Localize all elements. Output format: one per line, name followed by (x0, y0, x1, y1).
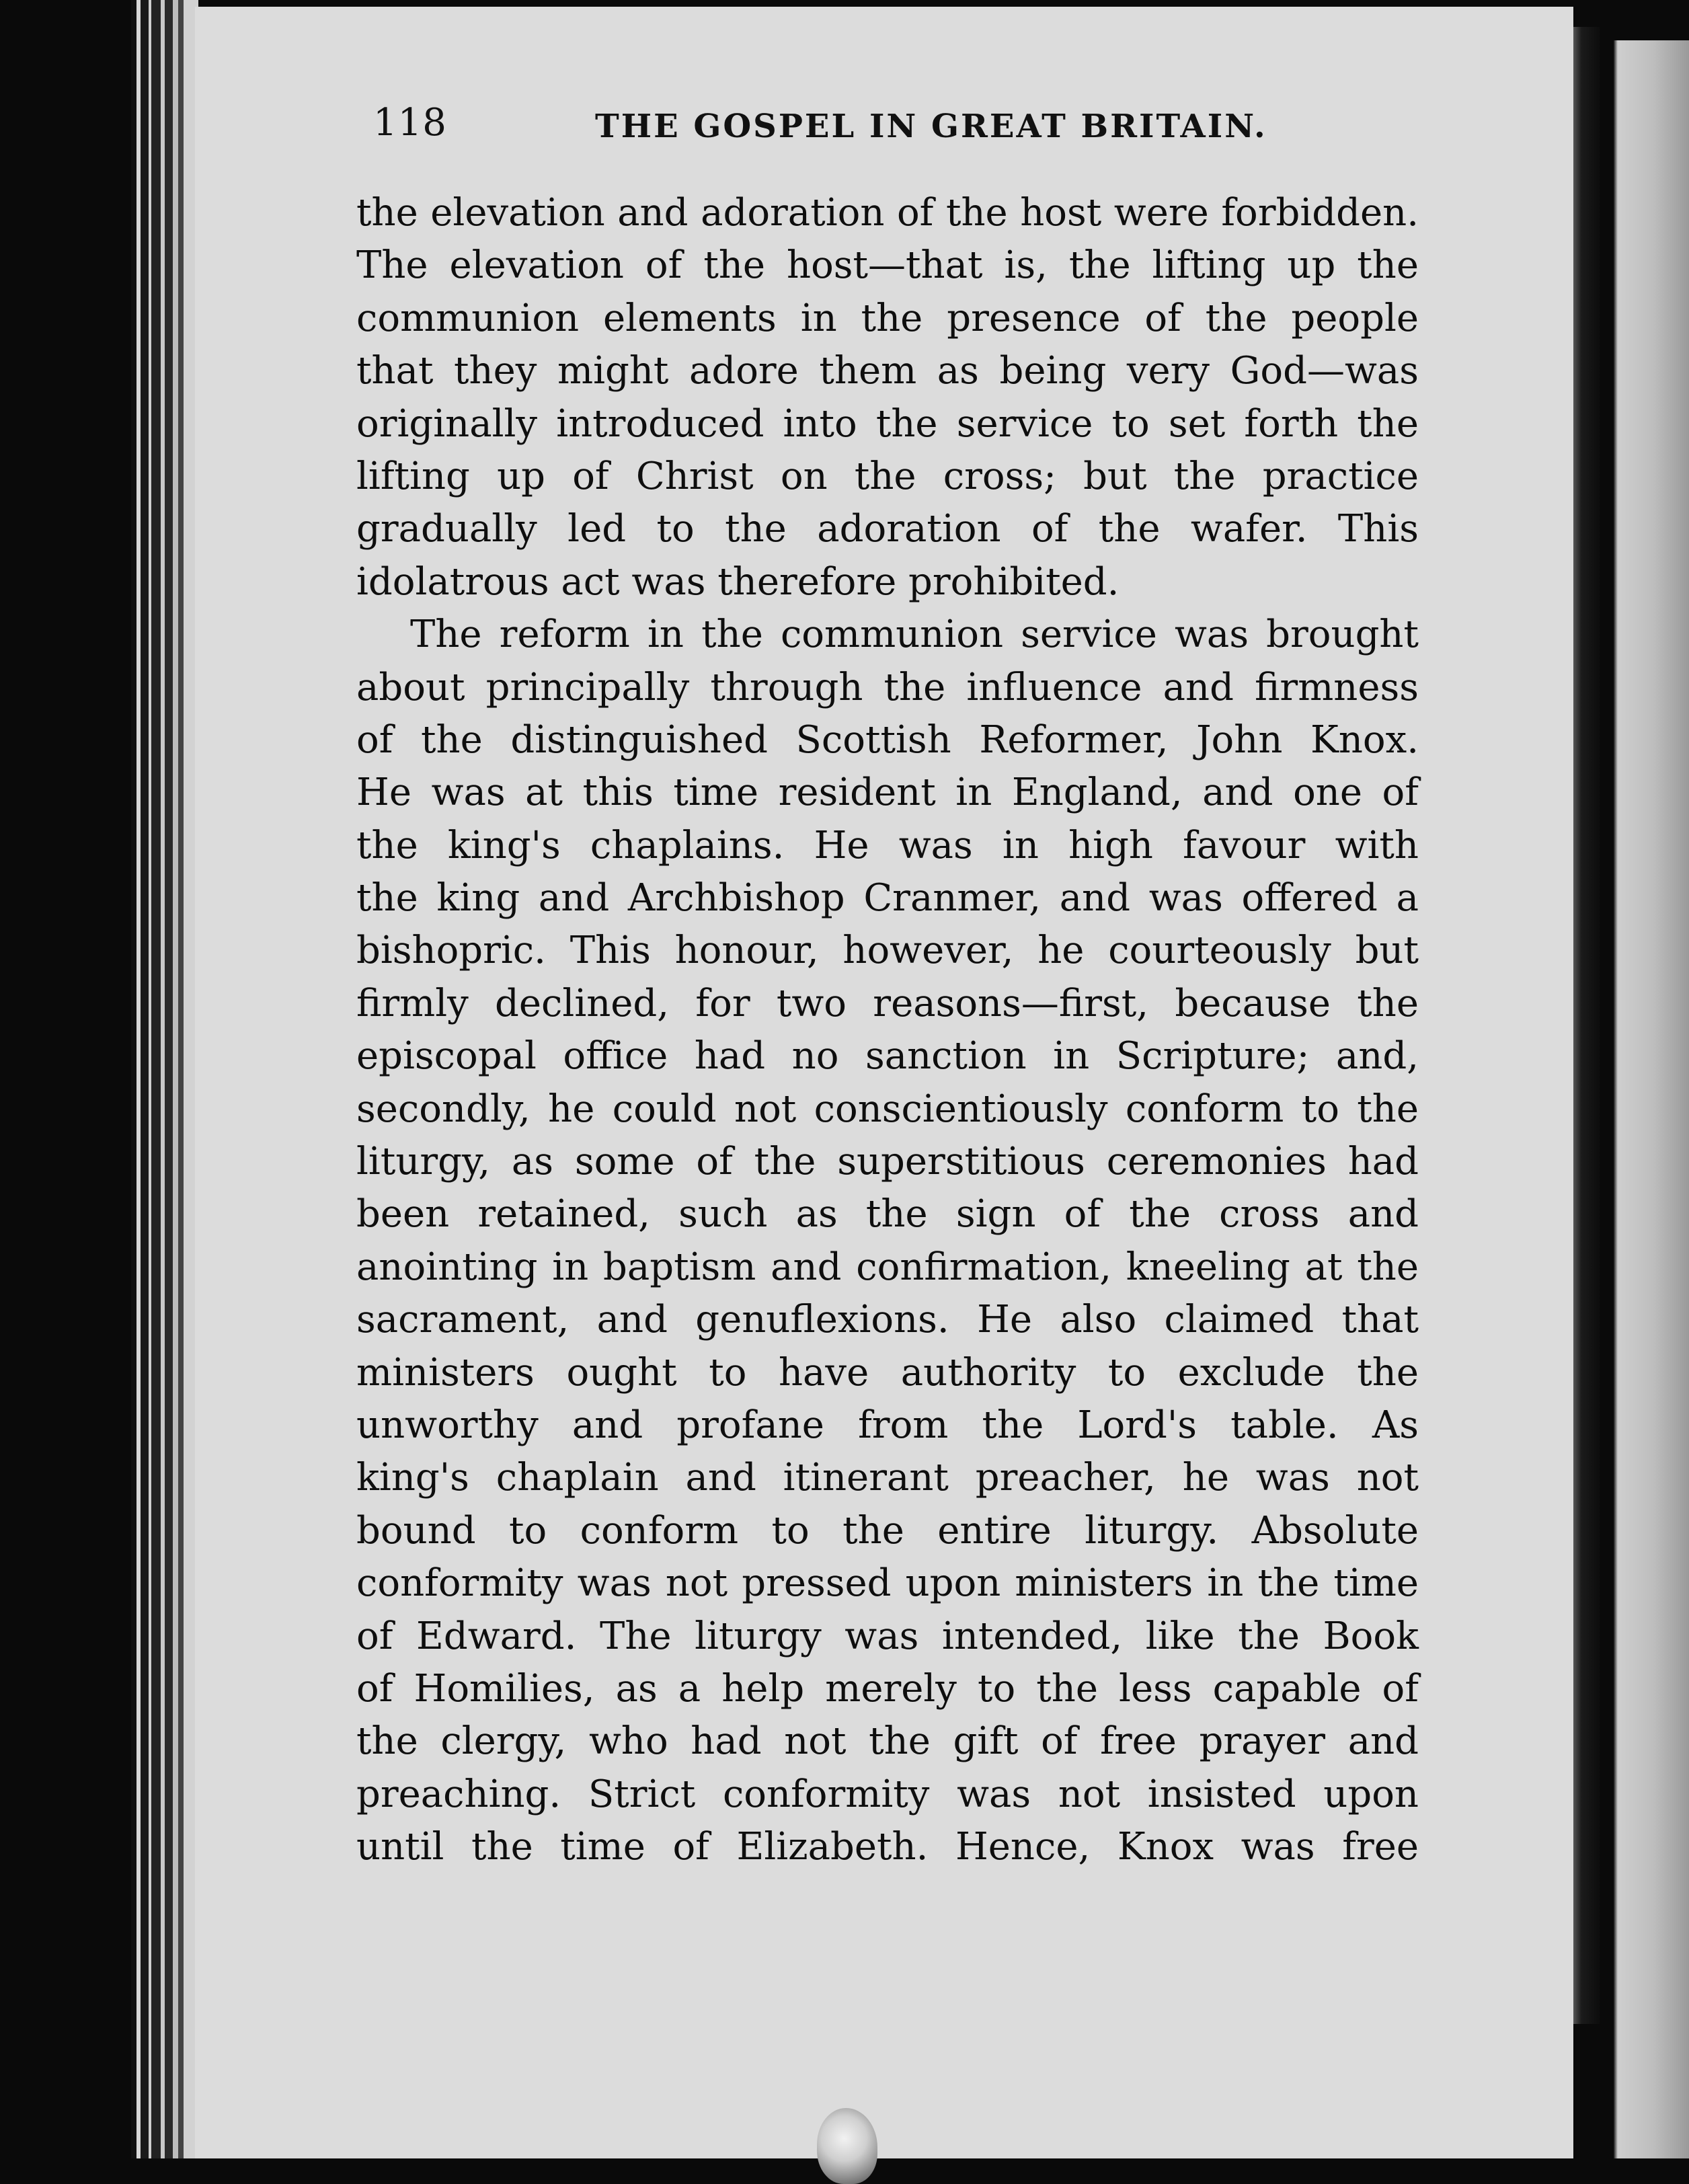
text-line: been retained, such as the sign of the cross and (356, 1192, 1419, 1237)
text-line: of the distinguished Scottish Reformer, John Knox. (356, 717, 1419, 762)
text-line: the king's chaplains. He was in high favour with (356, 823, 1419, 867)
text-line: preaching. Strict conformity was not insisted upon (356, 1772, 1419, 1816)
text-line: bishopric. This honour, however, he courteously but (356, 929, 1419, 973)
paragraph-first-line: The reform in the communion service was brought (410, 613, 1419, 657)
scan-artifact (817, 2108, 877, 2184)
text-line: The elevation of the host—that is, the lifting up the (356, 243, 1419, 288)
text-line: ministers ought to have authority to exclude the (356, 1350, 1419, 1395)
page-header (373, 94, 1409, 161)
text-line: communion elements in the presence of the people (356, 296, 1419, 340)
text-line: episcopal office had no sanction in Scripture; and, (356, 1034, 1419, 1079)
text-line: gradually led to the adoration of the wafer. This (356, 507, 1419, 551)
text-line: sacrament, and genuflexions. He also claimed that (356, 1298, 1419, 1342)
text-line: unworthy and profane from the Lord's table. As (356, 1403, 1419, 1447)
page-number: 118 (373, 101, 447, 145)
text-line: of Edward. The liturgy was intended, like the Book (356, 1614, 1419, 1658)
running-head: THE GOSPEL IN GREAT BRITAIN. (595, 108, 1267, 145)
text-line: He was at this time resident in England, and one of (356, 771, 1419, 815)
text-line: originally introduced into the service to set forth the (356, 401, 1419, 446)
text-line: until the time of Elizabeth. Hence, Knox was free (356, 1825, 1419, 1869)
text-line: king's chaplain and itinerant preacher, he was not (356, 1456, 1419, 1500)
text-line: the king and Archbishop Cranmer, and was offered a (356, 876, 1419, 921)
text-line: about principally through the influence and firmness (356, 665, 1419, 709)
next-page-edge (1614, 40, 1689, 2158)
text-line: the elevation and adoration of the host were forbidden. (356, 191, 1419, 235)
text-line: lifting up of Christ on the cross; but the practice (356, 454, 1419, 498)
text-line: secondly, he could not conscientiously conform to the (356, 1087, 1419, 1131)
text-line: bound to conform to the entire liturgy. Absolute (356, 1508, 1419, 1553)
text-line: of Homilies, as a help merely to the less capable of (356, 1666, 1419, 1711)
text-line: that they might adore them as being very God—was (356, 349, 1419, 393)
paragraph-end-line: idolatrous act was therefore prohibited. (356, 559, 1120, 604)
text-line: liturgy, as some of the superstitious ceremonies had (356, 1140, 1419, 1184)
text-line: anointing in baptism and confirmation, kneeling at the (356, 1245, 1419, 1289)
text-line: firmly declined, for two reasons—first, because the (356, 981, 1419, 1025)
text-line: conformity was not pressed upon ministers in the time (356, 1561, 1419, 1606)
book-gutter (131, 0, 198, 2158)
page-edge-shadow (1573, 27, 1600, 2024)
body-text (356, 187, 1419, 1874)
text-line: the clergy, who had not the gift of free prayer and (356, 1719, 1419, 1764)
